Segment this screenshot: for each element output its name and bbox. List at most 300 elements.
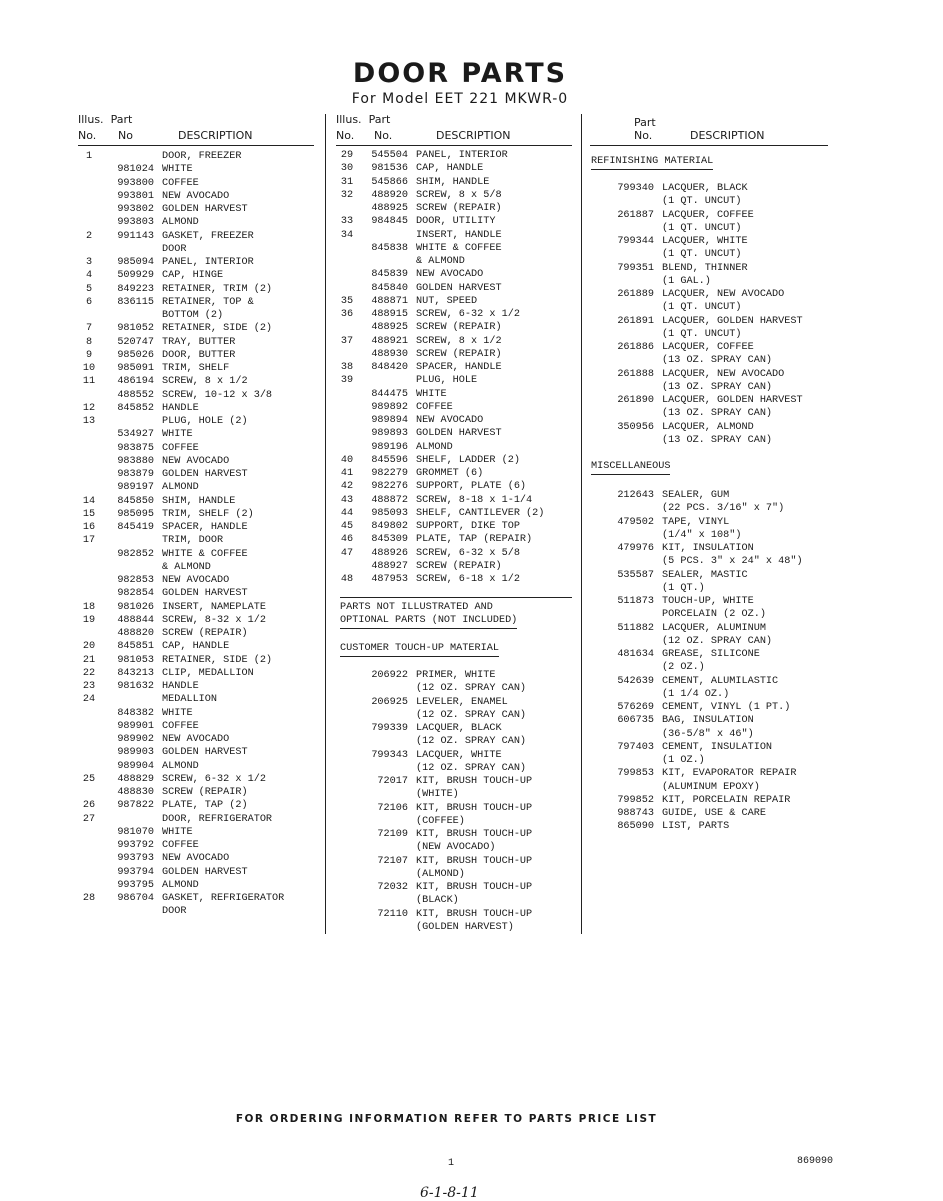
part-number: 849802 xyxy=(371,521,408,532)
part-description: SCREW (REPAIR) xyxy=(162,628,248,639)
illus-number: 40 xyxy=(340,454,354,466)
part-description: LACQUER, WHITE xyxy=(416,749,502,761)
illus-number: 36 xyxy=(340,309,354,320)
part-description: KIT, INSULATION xyxy=(662,543,754,554)
part-description: KIT, EVAPORATOR REPAIR xyxy=(662,768,797,780)
parts-row xyxy=(606,262,836,275)
part-description: WHITE xyxy=(162,164,193,176)
part-number: 799853 xyxy=(617,768,654,780)
parts-row xyxy=(78,601,318,614)
parts-row xyxy=(606,794,836,807)
part-description: LACQUER, GOLDEN HARVEST xyxy=(662,315,803,327)
part-number: 985093 xyxy=(371,507,408,519)
parts-row xyxy=(606,542,836,555)
parts-row xyxy=(78,746,318,759)
part-description: (22 PCS. 3/16" x 7") xyxy=(662,503,785,515)
part-number: 989893 xyxy=(371,428,408,440)
part-number: 848420 xyxy=(371,362,408,373)
part-description: (12 OZ. SPRAY CAN) xyxy=(416,736,527,748)
part-number: 981053 xyxy=(117,654,154,666)
parts-row xyxy=(336,348,576,361)
part-description: SCREW (REPAIR) xyxy=(416,560,502,572)
part-number: 993793 xyxy=(117,853,154,865)
parts-row xyxy=(78,283,318,296)
illus-number: 45 xyxy=(340,521,354,532)
parts-row xyxy=(336,467,576,480)
misc-section-title: MISCELLANEOUS xyxy=(591,461,670,472)
col1-header-desc: DESCRIPTION xyxy=(178,129,253,142)
part-number: 520747 xyxy=(117,336,154,348)
part-description: SEALER, MASTIC xyxy=(662,569,748,581)
part-description: LACQUER, BLACK xyxy=(662,183,748,194)
parts-row xyxy=(360,722,575,735)
part-number: 799351 xyxy=(617,262,654,274)
part-description: GASKET, FREEZER xyxy=(162,230,254,242)
ordering-info: FOR ORDERING INFORMATION REFER TO PARTS PRICE LIST xyxy=(235,1113,658,1125)
parts-row xyxy=(78,296,318,309)
part-number: 985026 xyxy=(117,349,154,361)
parts-row xyxy=(606,635,836,648)
part-description: NEW AVOCADO xyxy=(162,575,230,586)
part-description: ALMOND xyxy=(162,217,199,229)
part-number: 535587 xyxy=(617,569,654,581)
parts-row xyxy=(606,235,836,248)
part-number: 606735 xyxy=(617,715,654,727)
part-description: ALMOND xyxy=(162,482,199,494)
page-number: 1 xyxy=(448,1158,455,1169)
part-description: & ALMOND xyxy=(416,256,465,267)
parts-row xyxy=(606,569,836,582)
part-description: (12 OZ. SPRAY CAN) xyxy=(662,635,773,647)
part-number: 72107 xyxy=(377,855,408,867)
part-number: 985095 xyxy=(117,508,154,520)
part-description: NEW AVOCADO xyxy=(162,190,230,202)
part-description: (1/4" x 108") xyxy=(662,529,742,541)
col1-header-rule xyxy=(78,145,314,146)
part-description: COFFEE xyxy=(162,840,199,851)
part-number: 488872 xyxy=(371,494,408,506)
parts-row xyxy=(78,375,318,388)
parts-row xyxy=(360,815,575,828)
illus-number: 23 xyxy=(82,681,96,692)
part-description: SCREW, 8-18 x 1-1/4 xyxy=(416,494,533,506)
part-description: (12 OZ. SPRAY CAN) xyxy=(416,762,527,774)
part-description: SHELF, LADDER (2) xyxy=(416,454,520,466)
parts-row xyxy=(336,414,576,427)
col3-header-no: No. xyxy=(634,129,653,142)
part-number: 989904 xyxy=(117,760,154,772)
parts-row xyxy=(336,533,576,546)
parts-row xyxy=(360,682,575,695)
part-number: 479976 xyxy=(617,543,654,554)
parts-row xyxy=(78,614,318,627)
part-number: 488930 xyxy=(371,348,408,360)
illus-number: 19 xyxy=(82,614,96,626)
parts-row xyxy=(336,507,576,520)
part-number: 845309 xyxy=(371,534,408,546)
part-description: (1 QT. UNCUT) xyxy=(662,249,742,261)
parts-row xyxy=(78,481,318,494)
col2-header-desc: DESCRIPTION xyxy=(436,129,511,142)
part-number: 989197 xyxy=(117,482,154,494)
parts-row xyxy=(336,573,576,586)
parts-row xyxy=(606,489,836,502)
parts-row xyxy=(606,781,836,794)
part-description: DOOR, BUTTER xyxy=(162,349,236,361)
part-number: 545504 xyxy=(371,150,408,161)
illus-number: 16 xyxy=(82,522,96,533)
part-description: MEDALLION xyxy=(162,694,218,706)
parts-row xyxy=(336,361,576,374)
parts-row xyxy=(336,560,576,573)
part-number: 982854 xyxy=(117,588,154,600)
parts-row xyxy=(336,268,576,281)
part-description: PLUG, HOLE xyxy=(416,375,478,387)
part-number: 984845 xyxy=(371,216,408,228)
parts-row xyxy=(336,282,576,295)
part-number: 72017 xyxy=(377,776,408,787)
part-description: PLUG, HOLE (2) xyxy=(162,416,248,427)
parts-row xyxy=(78,428,318,441)
part-number: 542639 xyxy=(617,675,654,687)
part-description: SUPPORT, PLATE (6) xyxy=(416,481,527,493)
part-description: (ALMOND) xyxy=(416,868,465,880)
parts-row xyxy=(78,561,318,574)
parts-row xyxy=(336,374,576,387)
part-description: WHITE xyxy=(416,388,447,400)
part-description: SUPPORT, DIKE TOP xyxy=(416,521,520,532)
parts-row xyxy=(78,892,318,905)
part-description: LACQUER, NEW AVOCADO xyxy=(662,368,785,380)
part-number: 987822 xyxy=(117,800,154,812)
part-number: 488871 xyxy=(371,295,408,307)
part-number: 845838 xyxy=(371,242,408,254)
illus-number: 24 xyxy=(82,694,96,706)
illus-number: 18 xyxy=(82,601,96,613)
part-description: LEVELER, ENAMEL xyxy=(416,696,508,708)
part-description: (1 QT. UNCUT) xyxy=(662,328,742,340)
illus-number: 8 xyxy=(85,336,93,348)
parts-row xyxy=(360,881,575,894)
part-description: COFFEE xyxy=(416,401,453,413)
parts-row xyxy=(78,534,318,547)
part-description: HANDLE xyxy=(162,402,199,414)
illus-number: 3 xyxy=(85,257,93,268)
parts-row xyxy=(606,209,836,222)
part-number: 486194 xyxy=(117,376,154,388)
part-description: PRIMER, WHITE xyxy=(416,670,496,681)
part-number: 989903 xyxy=(117,747,154,759)
part-description: (12 OZ. SPRAY CAN) xyxy=(416,683,527,695)
part-description: (1 QT. UNCUT) xyxy=(662,222,742,234)
part-description: NEW AVOCADO xyxy=(162,853,230,865)
part-number: 993800 xyxy=(117,177,154,189)
parts-row xyxy=(336,149,576,162)
part-description: GOLDEN HARVEST xyxy=(162,588,248,600)
part-description: PLATE, TAP (REPAIR) xyxy=(416,534,533,546)
parts-row xyxy=(78,654,318,667)
part-description: (BLACK) xyxy=(416,895,459,907)
part-description: COFFEE xyxy=(162,442,199,454)
part-description: BLEND, THINNER xyxy=(662,262,748,274)
part-description: & ALMOND xyxy=(162,561,211,573)
parts-row xyxy=(606,701,836,714)
illus-number: 11 xyxy=(82,376,96,388)
part-description: GOLDEN HARVEST xyxy=(162,204,248,215)
part-number: 989894 xyxy=(371,415,408,426)
parts-row xyxy=(606,661,836,674)
part-number: 72109 xyxy=(377,829,408,840)
part-number: 261890 xyxy=(617,395,654,406)
parts-row xyxy=(78,190,318,203)
part-description: SCREW, 6-32 x 1/2 xyxy=(162,773,266,785)
not-illustrated-note-2: OPTIONAL PARTS (NOT INCLUDED) xyxy=(340,615,517,626)
col2-header-no: No. xyxy=(336,129,355,142)
parts-row xyxy=(336,547,576,560)
part-description: WHITE xyxy=(162,429,193,441)
part-number: 488820 xyxy=(117,628,154,639)
part-description: BAG, INSULATION xyxy=(662,715,754,727)
part-description: DOOR xyxy=(162,243,187,255)
parts-row xyxy=(606,675,836,688)
parts-row xyxy=(606,434,836,447)
parts-row xyxy=(336,335,576,348)
part-number: 845419 xyxy=(117,522,154,533)
parts-row xyxy=(78,163,318,176)
part-description: KIT, BRUSH TOUCH-UP xyxy=(416,908,533,920)
illus-number: 4 xyxy=(85,270,93,282)
part-number: 799344 xyxy=(617,236,654,247)
parts-row xyxy=(606,728,836,741)
illus-number: 30 xyxy=(340,163,354,175)
part-number: 843213 xyxy=(117,667,154,679)
part-number: 983880 xyxy=(117,455,154,467)
part-description: GROMMET (6) xyxy=(416,468,484,479)
part-description: DOOR, UTILITY xyxy=(416,216,496,228)
parts-row xyxy=(78,760,318,773)
parts-row xyxy=(78,548,318,561)
part-number: 488552 xyxy=(117,389,154,401)
part-description: SCREW, 8 x 1/2 xyxy=(416,335,502,347)
illus-number: 41 xyxy=(340,468,354,479)
illus-number: 29 xyxy=(340,150,354,161)
parts-row xyxy=(606,767,836,780)
part-description: GASKET, REFRIGERATOR xyxy=(162,893,285,904)
parts-row xyxy=(336,427,576,440)
part-description: NUT, SPEED xyxy=(416,295,478,307)
part-description: CEMENT, ALUMILASTIC xyxy=(662,675,779,687)
parts-row xyxy=(606,182,836,195)
parts-row xyxy=(606,648,836,661)
part-description: SCREW, 6-32 x 1/2 xyxy=(416,309,520,320)
part-number: 488925 xyxy=(371,322,408,334)
illus-number: 2 xyxy=(85,230,93,242)
part-description: RETAINER, TRIM (2) xyxy=(162,283,273,295)
part-number: 989196 xyxy=(371,441,408,453)
touchup-section-title: CUSTOMER TOUCH-UP MATERIAL xyxy=(340,643,499,654)
part-description: WHITE xyxy=(162,707,193,719)
part-number: 479502 xyxy=(617,516,654,528)
parts-row xyxy=(78,879,318,892)
parts-row xyxy=(78,402,318,415)
part-description: ALMOND xyxy=(162,879,199,891)
parts-row xyxy=(360,749,575,762)
parts-row xyxy=(606,421,836,434)
parts-row xyxy=(78,177,318,190)
parts-row xyxy=(78,905,318,918)
parts-row xyxy=(78,667,318,680)
part-description: DOOR xyxy=(162,906,187,918)
parts-row xyxy=(336,215,576,228)
part-number: 511882 xyxy=(617,622,654,634)
col2-header-illus: Illus. Part xyxy=(336,113,391,126)
divider-2 xyxy=(581,114,582,934)
part-number: 488926 xyxy=(371,547,408,559)
illus-number: 10 xyxy=(82,363,96,374)
part-description: LACQUER, NEW AVOCADO xyxy=(662,289,785,300)
part-number: 993803 xyxy=(117,217,154,229)
illus-number: 33 xyxy=(340,216,354,228)
part-number: 849223 xyxy=(117,283,154,295)
part-description: (1 OZ.) xyxy=(662,755,705,766)
parts-row xyxy=(606,341,836,354)
parts-row xyxy=(336,295,576,308)
part-description: ALMOND xyxy=(162,760,199,772)
part-number: 576269 xyxy=(617,702,654,713)
part-number: 845852 xyxy=(117,402,154,414)
part-description: TOUCH-UP, WHITE xyxy=(662,596,754,607)
part-description: TRIM, SHELF (2) xyxy=(162,508,254,520)
part-number: 72032 xyxy=(377,882,408,893)
part-number: 836115 xyxy=(117,296,154,308)
part-description: (5 PCS. 3" x 24" x 48") xyxy=(662,556,803,568)
part-description: KIT, BRUSH TOUCH-UP xyxy=(416,802,533,814)
part-number: 488925 xyxy=(371,203,408,214)
part-description: KIT, BRUSH TOUCH-UP xyxy=(416,829,533,840)
part-description: HANDLE xyxy=(162,681,199,692)
illus-number: 34 xyxy=(340,229,354,241)
part-number: 488844 xyxy=(117,614,154,626)
illus-number: 44 xyxy=(340,507,354,519)
parts-row xyxy=(336,176,576,189)
part-description: KIT, BRUSH TOUCH-UP xyxy=(416,776,533,787)
part-number: 985094 xyxy=(117,257,154,268)
part-description: KIT, BRUSH TOUCH-UP xyxy=(416,882,533,893)
parts-row xyxy=(78,839,318,852)
page-title: DOOR PARTS xyxy=(352,58,568,89)
parts-row xyxy=(606,582,836,595)
illus-number: 17 xyxy=(82,535,96,547)
part-number: 989901 xyxy=(117,720,154,732)
part-number: 845850 xyxy=(117,495,154,507)
parts-row xyxy=(606,195,836,208)
parts-row xyxy=(78,640,318,653)
model-subtitle: For Model EET 221 MKWR-0 xyxy=(351,91,569,107)
part-number: 487953 xyxy=(371,574,408,585)
part-number: 983875 xyxy=(117,442,154,454)
part-description: (1 QT.) xyxy=(662,582,705,594)
part-number: 981026 xyxy=(117,601,154,613)
part-number: 983879 xyxy=(117,469,154,480)
part-description: PANEL, INTERIOR xyxy=(416,150,508,161)
part-description: (COFFEE) xyxy=(416,815,465,827)
parts-row xyxy=(336,321,576,334)
parts-row xyxy=(78,813,318,826)
part-number: 988743 xyxy=(617,808,654,819)
part-number: 848382 xyxy=(117,707,154,719)
part-number: 993792 xyxy=(117,840,154,851)
parts-row xyxy=(336,401,576,414)
part-number: 799340 xyxy=(617,183,654,194)
illus-number: 12 xyxy=(82,402,96,414)
not-illustrated-note-1: PARTS NOT ILLUSTRATED AND xyxy=(340,602,493,613)
parts-row xyxy=(360,868,575,881)
illus-number: 14 xyxy=(82,495,96,507)
parts-row xyxy=(78,230,318,243)
part-description: PLATE, TAP (2) xyxy=(162,800,248,812)
col3-header-desc: DESCRIPTION xyxy=(690,129,765,142)
parts-row xyxy=(78,415,318,428)
parts-row xyxy=(606,354,836,367)
parts-row xyxy=(78,243,318,256)
part-number: 799343 xyxy=(371,749,408,761)
part-number: 845596 xyxy=(371,454,408,466)
part-description: (ALUMINUM EPOXY) xyxy=(662,781,760,793)
parts-row xyxy=(360,709,575,722)
part-number: 261889 xyxy=(617,289,654,300)
parts-row xyxy=(78,826,318,839)
parts-row xyxy=(606,394,836,407)
part-description: GOLDEN HARVEST xyxy=(162,747,248,759)
part-description: SPACER, HANDLE xyxy=(416,362,502,373)
part-number: 993795 xyxy=(117,879,154,891)
illus-number: 42 xyxy=(340,481,354,493)
part-description: GOLDEN HARVEST xyxy=(416,428,502,440)
part-description: (1 1/4 OZ.) xyxy=(662,688,730,700)
parts-row xyxy=(606,248,836,261)
part-number: 488829 xyxy=(117,773,154,785)
parts-row xyxy=(78,521,318,534)
parts-row xyxy=(360,762,575,775)
part-number: 845851 xyxy=(117,641,154,653)
part-description: (13 OZ. SPRAY CAN) xyxy=(662,381,773,393)
part-description: SCREW, 8-32 x 1/2 xyxy=(162,614,266,626)
parts-row xyxy=(606,516,836,529)
part-description: ALMOND xyxy=(416,441,453,453)
part-number: 865090 xyxy=(617,821,654,833)
part-description: PORCELAIN (2 OZ.) xyxy=(662,609,766,621)
col1-header-no: No. xyxy=(78,129,97,142)
parts-row xyxy=(78,203,318,216)
part-number: 261886 xyxy=(617,342,654,353)
parts-row xyxy=(336,162,576,175)
parts-row xyxy=(336,242,576,255)
illus-number: 15 xyxy=(82,508,96,520)
parts-row xyxy=(606,502,836,515)
part-description: CEMENT, INSULATION xyxy=(662,741,773,753)
parts-row xyxy=(360,828,575,841)
part-description: (1 QT. UNCUT) xyxy=(662,302,742,314)
part-number: 206925 xyxy=(371,696,408,708)
parts-row xyxy=(78,495,318,508)
part-description: (GOLDEN HARVEST) xyxy=(416,921,514,933)
parts-row xyxy=(336,494,576,507)
parts-row xyxy=(606,608,836,621)
part-number: 534927 xyxy=(117,429,154,441)
part-description: LACQUER, COFFEE xyxy=(662,342,754,353)
parts-row xyxy=(78,720,318,733)
part-description: TRIM, DOOR xyxy=(162,535,224,547)
